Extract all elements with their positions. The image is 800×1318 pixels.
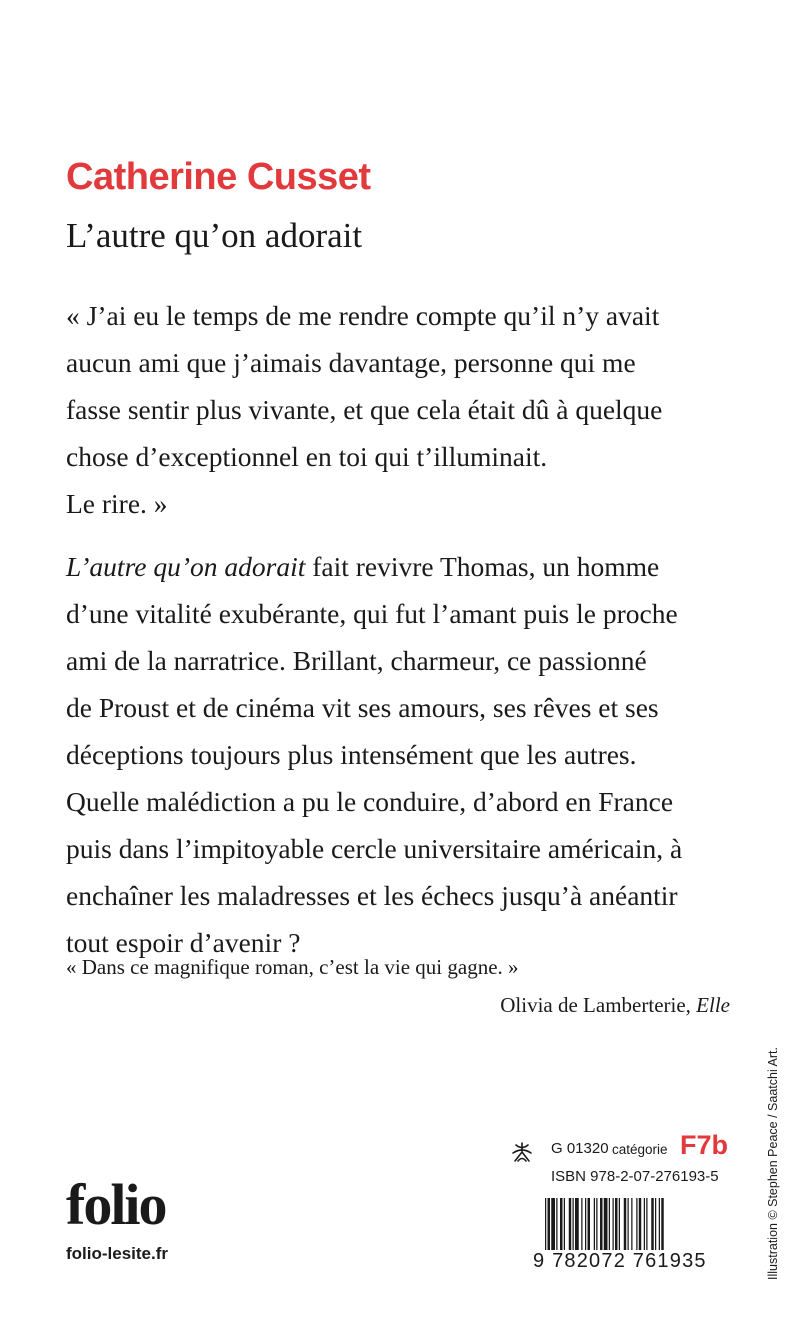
illustration-credit: Illustration © Stephen Peace / Saatchi Art. [766, 1047, 780, 1280]
category-code: F7b [680, 1130, 729, 1160]
barcode-digits: 9 782072 761935 [533, 1250, 707, 1272]
description-title-italic: L’autre qu’on adorait [66, 551, 306, 582]
quote-line: aucun ami que j’aimais davantage, personne qui me [66, 347, 636, 378]
book-title: L’autre qu’on adorait [66, 216, 363, 255]
quote-line: Le rire. » [66, 488, 168, 519]
description-line: de Proust et de cinéma vit ses amours, ses rêves et ses [66, 692, 659, 723]
description-line: enchaîner les maladresses et les échecs jusqu’à anéantir [66, 880, 678, 911]
description-line: Quelle malédiction a pu le conduire, d’abord en France [66, 786, 674, 817]
book-description [66, 543, 682, 966]
description-line: tout espoir d’avenir ? [66, 927, 301, 958]
author-name: Catherine Cusset [66, 156, 371, 198]
description-line: d’une vitalité exubérante, qui fut l’amant puis le proche [66, 598, 678, 629]
review-quote: « Dans ce magnifique roman, c’est la vie qui gagne. » [66, 955, 519, 979]
description-line: puis dans l’impitoyable cercle universitaire américain, à [66, 833, 683, 864]
quote-line: « J’ai eu le temps de me rendre compte qu’il n’y avait [66, 300, 660, 331]
gallimard-emblem-icon [510, 1141, 534, 1163]
category-label: catégorie [612, 1142, 668, 1157]
review-critic: Olivia de Lamberterie, [500, 993, 697, 1017]
folio-logo: folio [66, 1172, 166, 1237]
description-first-line-rest: fait revivre Thomas, un homme [305, 551, 660, 582]
quote-line: chose d’exceptionnel en toi qui t’illuminait. [66, 441, 548, 472]
review-attribution [500, 993, 730, 1018]
product-code: G 01320 [551, 1140, 609, 1157]
publisher-website: folio-lesite.fr [66, 1244, 169, 1263]
review-publication: Elle [696, 993, 730, 1017]
isbn: ISBN 978-2-07-276193-5 [551, 1168, 719, 1185]
quote-line: fasse sentir plus vivante, et que cela était dû à quelque [66, 394, 663, 425]
description-line: ami de la narratrice. Brillant, charmeur, ce passionné [66, 645, 647, 676]
description-line [66, 543, 682, 590]
description-line: déceptions toujours plus intensément que les autres. [66, 739, 637, 770]
excerpt-quote [66, 292, 662, 527]
